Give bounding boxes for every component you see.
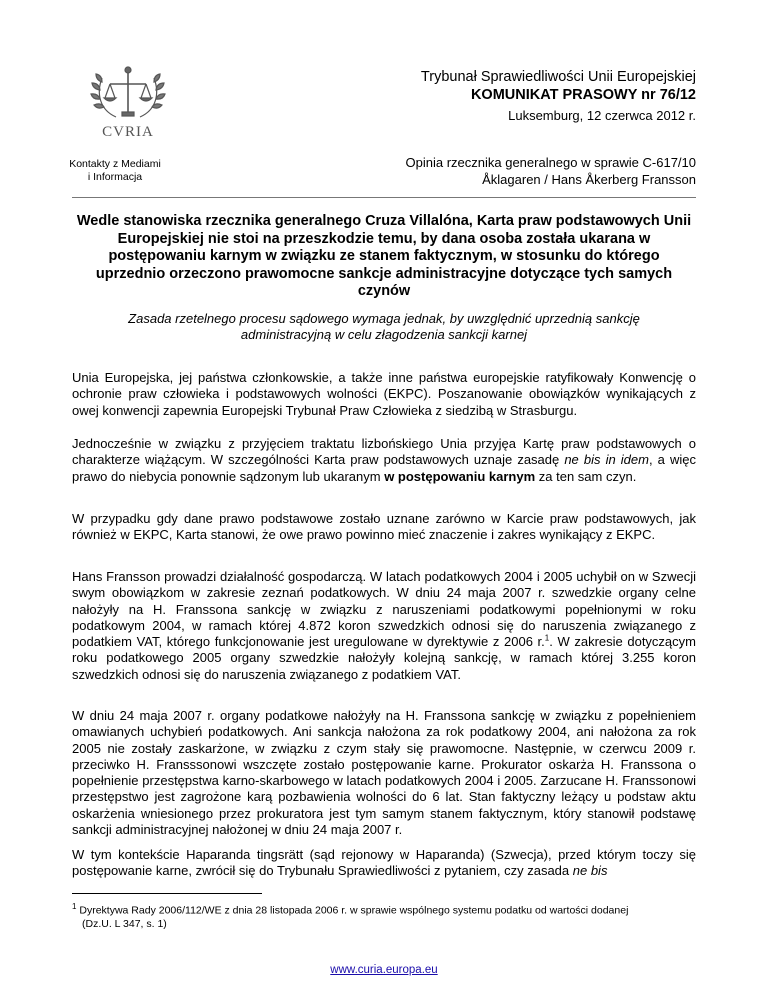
paragraph-2-bold: w postępowaniu karnym [384, 468, 536, 484]
paragraph-5: W dniu 24 maja 2007 r. organy podatkowe nałożyły na H. Franssona sankcję w związku z popełnieniem omawianych uchybień podatkowych. Ani sankcja nałożona za rok podatkowy 2004, ani nałożona za rok 2005 nie zostały zaskarżone, w związku z czym stały się prawomocne. Następnie, w czerwcu 2009 r. przeciwko H. Fransssonowi wszczęte zostało postępowanie karne. Prokurator oskarża H. Franssona o popełnienie przestępstwa karno-skarbowego w latach podatkowych 2004 i 2005. Zarzucane H. Franssonowi przestępstwo jest zagrożone karą pozbawienia wolności do 6 lat. Stan faktyczny leżący u podstaw aktu oskarżenia wniesionego przez prokuratora jest tym samym stanem faktycznym, który stanowił podstawę sankcji administracyjnej nałożonej w dniu 24 maja 2007 r. [72, 708, 696, 838]
logo-text: CVRIA [102, 124, 154, 140]
opinion-title: Opinia rzecznika generalnego w sprawie C-617/10 [405, 155, 696, 170]
case-parties: Åklagaren / Hans Åkerberg Fransson [482, 172, 696, 187]
paragraph-4-text-a: Hans Fransson prowadzi działalność gospodarczą. W latach podatkowych 2004 i 2005 uchybił on w Szwecji swym obowiązkom w zakresie zeznań podatkowych. W dniu 24 maja 2007 r. szwedzkie organy celne nałożyły na H. Franssona sankcję w związku z naruszeniami podatkowymi popełnionymi w roku podatkowym 2004, w ramach której 4.872 koron szwedzkich odnosi się do naruszenia związanego z podatkiem VAT, którego funkcjonowanie jest uregulowane w dyrektywie z 2006 r. [72, 569, 696, 650]
paragraph-6 [72, 847, 696, 880]
footnote-line-2: (Dz.U. L 347, s. 1) [82, 917, 167, 930]
paragraph-2 [72, 436, 696, 485]
paragraph-2-text-a: Jednocześnie w związku z przyjęciem traktatu lizbońskiego Unia przyjęa Kartę praw podstawowych o charakterze wiążącym. W szczególności Karta praw podstawowych uznaje zasadę [72, 436, 696, 468]
media-contacts-label [40, 158, 190, 184]
paragraph-3: W przypadku gdy dane prawo podstawowe zostało uznane zarówno w Karcie praw podstawowych, jak również w EKPC, Karta stanowi, że owe prawo powinno mieć znaczenie i zakres wynikający z EKPC. [72, 511, 696, 543]
curia-website-link[interactable]: www.curia.europa.eu [330, 964, 438, 976]
release-date: Luksemburg, 12 czerwca 2012 r. [508, 108, 696, 123]
footnote-number: 1 [72, 902, 77, 911]
court-name: Trybunał Sprawiedliwości Unii Europejskiej [420, 69, 696, 85]
press-release-number: KOMUNIKAT PRASOWY nr 76/12 [470, 87, 696, 103]
footnote [72, 900, 696, 931]
paragraph-6-italic: ne bis [572, 863, 608, 879]
paragraph-2-italic: ne bis in idem [564, 452, 649, 468]
subheadline: Zasada rzetelnego procesu sądowego wymaga jednak, by uwzględnić uprzednią sankcję administracyjną w celu złagodzenia sankcji karnej [128, 311, 640, 342]
headline: Wedle stanowiska rzecznika generalnego Cruza Villalóna, Karta praw podstawowych Unii Europejskiej nie stoi na przeszkodzie temu, by dana osoba została ukarana w postępowaniu karnym w związku ze stanem faktycznym, w stosunku do którego uprzednio orzeczono prawomocne sankcje administracyjne dotyczące tych samych czynów [76, 213, 692, 299]
paragraph-2-text-b: , a więc prawo do niebycia ponownie sądzonym lub ukaranym [72, 452, 696, 484]
contacts-line-1: Kontakty z Mediami [69, 158, 161, 170]
footnote-reference[interactable]: 1 [544, 633, 550, 643]
paragraph-4 [72, 569, 696, 683]
paragraph-4-text-b: . W zakresie dotyczącym roku podatkowego 2005 organy szwedzkie nałożyły kolejną sankcję, w ramach której 3.255 koron szwedzkich odnosi się do naruszenia związanego z podatkiem VAT. [72, 634, 696, 682]
paragraph-6-text-a: W tym kontekście Haparanda tingsrätt (sąd rejonowy w Haparanda) (Szwecja), przed którym toczy się postępowanie karne, zwrócił się do Trybunału Sprawiedliwości z pytaniem, czy zasada [72, 847, 696, 879]
paragraph-2-text-c: za ten sam czyn. [535, 468, 637, 484]
paragraph-1: Unia Europejska, jej państwa członkowskie, a także inne państwa europejskie ratyfikowały Konwencję o ochronie praw człowieka i podstawowych wolności (EKPC). Poszanowanie obowiązków wynikających z owej konwencji zapewnia Europejski Trybunał Praw Człowieka z siedzibą w Strasburgu. [72, 370, 696, 418]
footnote-divider [72, 893, 262, 894]
footnote-line-1: Dyrektywa Rady 2006/112/WE z dnia 28 listopada 2006 r. w sprawie wspólnego systemu podatku od wartości dodanej [79, 904, 629, 917]
header-divider [72, 197, 696, 198]
contacts-line-2: i Informacja [87, 171, 143, 183]
curia-logo [78, 62, 178, 152]
